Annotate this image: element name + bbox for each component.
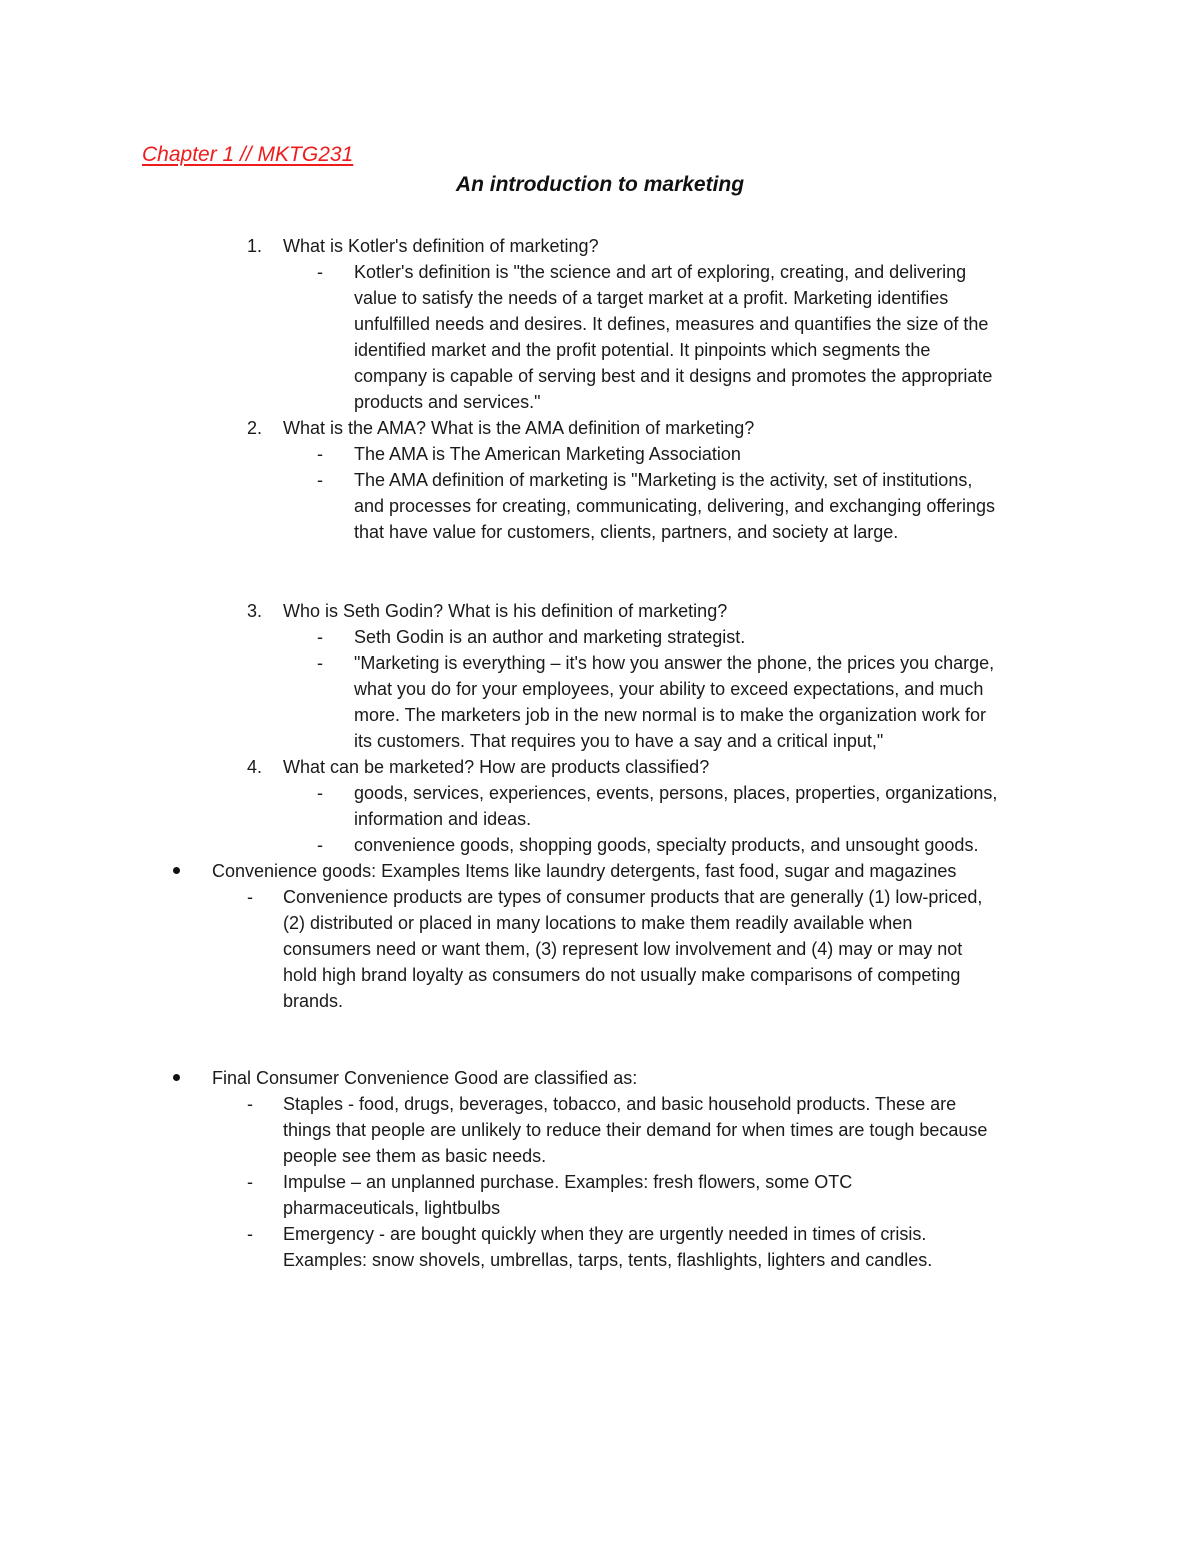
dash-marker: - [317, 262, 323, 282]
impulse-line: Impulse – an unplanned purchase. Examples: fresh flowers, some OTC [283, 1172, 853, 1192]
dash-marker: - [317, 470, 323, 490]
detail-line: hold high brand loyalty as consumers do not usually make comparisons of competing [283, 965, 961, 985]
detail-line: Convenience products are types of consumer products that are generally (1) low-priced, [283, 887, 983, 907]
bullet-point [173, 1074, 180, 1081]
dash-marker: - [317, 444, 323, 464]
dash-marker: - [247, 887, 253, 907]
emergency-line: Examples: snow shovels, umbrellas, tarps, tents, flashlights, lighters and candles. [283, 1250, 933, 1270]
answer-line: products and services." [354, 392, 541, 412]
answer-line: The AMA is The American Marketing Association [354, 444, 741, 464]
list-number: 3. [247, 601, 263, 621]
answer-line: unfulfilled needs and desires. It defines, measures and quantifies the size of the [354, 314, 989, 334]
final-consumer-heading: Final Consumer Convenience Good are classified as: [212, 1068, 638, 1088]
question-1: What is Kotler's definition of marketing? [283, 236, 599, 256]
document-title: An introduction to marketing [455, 173, 745, 196]
answer-line: The AMA definition of marketing is "Marketing is the activity, set of institutions, [354, 470, 973, 490]
chapter-heading: Chapter 1 // MKTG231 [142, 143, 354, 166]
answer-line: goods, services, experiences, events, persons, places, properties, organizations, [354, 783, 998, 803]
dash-marker: - [247, 1224, 253, 1244]
answer-line: value to satisfy the needs of a target market at a profit. Marketing identifies [354, 288, 949, 308]
staples-line: people see them as basic needs. [283, 1146, 547, 1166]
dash-marker: - [317, 627, 323, 647]
impulse-line: pharmaceuticals, lightbulbs [283, 1198, 501, 1218]
detail-line: consumers need or want them, (3) represent low involvement and (4) may or may not [283, 939, 963, 959]
answer-line: that have value for customers, clients, partners, and society at large. [354, 522, 899, 542]
bullet-point [173, 867, 180, 874]
emergency-line: Emergency - are bought quickly when they are urgently needed in times of crisis. [283, 1224, 927, 1244]
staples-line: things that people are unlikely to reduce their demand for when times are tough because [283, 1120, 988, 1140]
convenience-heading: Convenience goods: Examples Items like laundry detergents, fast food, sugar and magazines [212, 861, 957, 881]
detail-line: (2) distributed or placed in many locations to make them readily available when [283, 913, 913, 933]
dash-marker: - [317, 835, 323, 855]
answer-line: Kotler's definition is "the science and art of exploring, creating, and delivering [354, 262, 967, 282]
question-3: Who is Seth Godin? What is his definition of marketing? [283, 601, 728, 621]
answer-line: "Marketing is everything – it's how you answer the phone, the prices you charge, [354, 653, 995, 673]
answer-line: information and ideas. [354, 809, 532, 829]
dash-marker: - [317, 783, 323, 803]
dash-marker: - [317, 653, 323, 673]
list-number: 1. [247, 236, 263, 256]
answer-line: its customers. That requires you to have a say and a critical input," [354, 731, 884, 751]
answer-line: more. The marketers job in the new normal is to make the organization work for [354, 705, 986, 725]
answer-line: identified market and the profit potential. It pinpoints which segments the [354, 340, 931, 360]
answer-line: what you do for your employees, your ability to exceed expectations, and much [354, 679, 984, 699]
staples-line: Staples - food, drugs, beverages, tobacco, and basic household products. These are [283, 1094, 957, 1114]
detail-line: brands. [283, 991, 344, 1011]
dash-marker: - [247, 1172, 253, 1192]
question-2: What is the AMA? What is the AMA definition of marketing? [283, 418, 755, 438]
list-number: 2. [247, 418, 263, 438]
dash-marker: - [247, 1094, 253, 1114]
answer-line: convenience goods, shopping goods, specialty products, and unsought goods. [354, 835, 979, 855]
answer-line: Seth Godin is an author and marketing strategist. [354, 627, 746, 647]
list-number: 4. [247, 757, 263, 777]
answer-line: and processes for creating, communicating, delivering, and exchanging offerings [354, 496, 996, 516]
answer-line: company is capable of serving best and it designs and promotes the appropriate [354, 366, 993, 386]
question-4: What can be marketed? How are products classified? [283, 757, 710, 777]
